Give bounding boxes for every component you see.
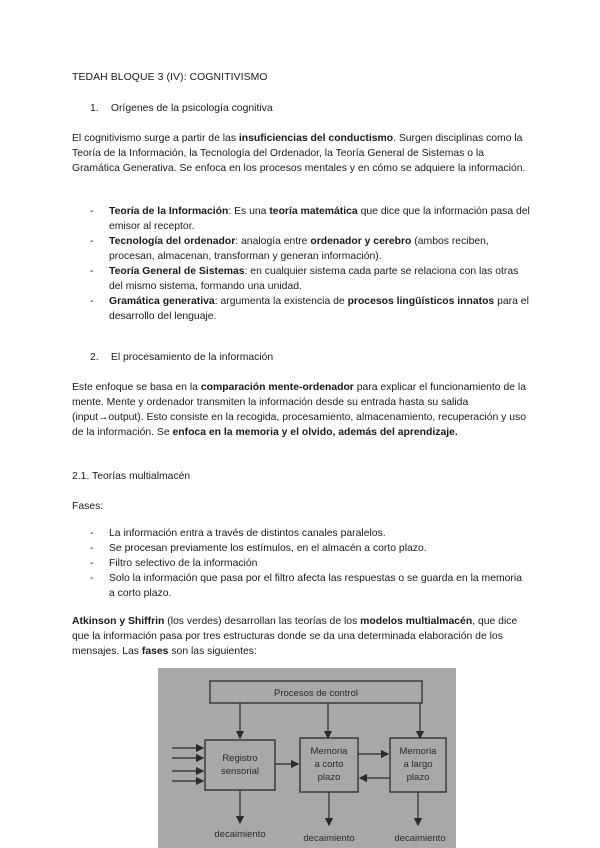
item-bold: Gramática generativa <box>109 296 215 307</box>
section-2-number: 2. <box>90 352 99 363</box>
intro-text-2: . Surgen disciplinas como la Teoría de la Información, la Tecnología del Ordenador, la Teoría General de Sistemas o la Gramática Generativa. Se enfoca en los procesos mentales y en cómo se adquiere la información. <box>72 133 526 174</box>
list-item: - La información entra a través de distintos canales paralelos. <box>90 526 530 541</box>
processing-bold-2: enfoca en la memoria y el olvido, además del aprendizaje. <box>172 427 458 438</box>
atkinson-bold-3: fases <box>141 646 169 657</box>
decay-label-3: decaimiento <box>394 833 446 844</box>
disciplines-list <box>90 204 530 324</box>
section-2-title: El procesamiento de la información <box>110 352 274 363</box>
phases-label: Fases: <box>72 501 104 512</box>
item-text: para el desarrollo del lenguaje. <box>109 296 529 322</box>
phases-list <box>90 526 530 601</box>
document-title: TEDAH BLOQUE 3 (IV): COGNITIVISMO <box>72 72 268 83</box>
list-item: - Se procesan previamente los estímulos, en el almacén a corto plazo. <box>90 541 530 556</box>
atkinson-bold-1: Atkinson y Shiffrin <box>72 616 165 627</box>
sensory-register-line-1: Registro <box>222 753 258 764</box>
section-1-title: Orígenes de la psicología cognitiva <box>110 103 273 114</box>
item-text: : Es una <box>228 206 270 217</box>
intro-text-1: El cognitivismo surge a partir de las <box>72 133 239 144</box>
memory-model-diagram <box>158 668 456 848</box>
long-term-memory-line-1: Memoria <box>399 746 437 757</box>
short-term-memory-line-3: plazo <box>317 772 341 783</box>
list-item: - Filtro selectivo de la información <box>90 556 530 571</box>
list-item <box>90 234 530 264</box>
atkinson-text-2: , que dice que la información pasa por tres estructuras donde se da una determinada elaboración de los mensajes. Las <box>72 616 518 657</box>
list-item <box>90 204 530 234</box>
atkinson-text-1: (los verdes) desarrollan las teorías de los <box>164 616 361 627</box>
diagram-svg <box>158 668 456 848</box>
control-processes-label: Procesos de control <box>274 688 358 699</box>
processing-text-2: para explicar el funcionamiento de la mente. Mente y ordenador transmiten la información desde su entrada hasta su salida (input→output). Esto consiste en la recogida, procesamiento, almacenamiento, recuperación y uso de la información. Se <box>72 382 526 438</box>
list-item <box>90 294 530 324</box>
item-text: : en cualquier sistema cada parte se relaciona con las otras del mismo sistema, formando una unidad. <box>109 266 519 292</box>
processing-bold-1: comparación mente-ordenador <box>200 382 354 393</box>
short-term-memory-line-2: a corto <box>314 759 344 770</box>
short-term-memory-line-1: Memoria <box>310 746 348 757</box>
item-text: (ambos reciben, procesan, almacenan, transforman y generan información). <box>109 236 489 262</box>
atkinson-bold-2: modelos multialmacén <box>360 616 473 627</box>
atkinson-paragraph <box>72 614 532 659</box>
item-text: : analogía entre <box>235 236 311 247</box>
item-text: que dice que la información pasa del emisor al receptor. <box>109 206 530 232</box>
item-bold: procesos lingüísticos innatos <box>347 296 495 307</box>
item-bold: Teoría de la Información <box>109 206 229 217</box>
intro-paragraph <box>72 131 532 176</box>
atkinson-text-3: son las siguientes: <box>168 646 257 657</box>
decay-label-2: decaimiento <box>303 833 355 844</box>
decay-label-1: decaimiento <box>214 829 266 840</box>
section-2-heading <box>90 350 273 365</box>
item-bold: Teoría General de Sistemas <box>109 266 245 277</box>
intro-bold-1: insuficiencias del conductismo <box>238 133 394 144</box>
item-text: : argumenta la existencia de <box>214 296 348 307</box>
sensory-register-line-2: sensorial <box>220 766 260 777</box>
list-item: - Solo la información que pasa por el filtro afecta las respuestas o se guarda en la memoria a corto plazo. <box>90 571 530 601</box>
subsection-heading: 2.1. Teorías multialmacén <box>72 471 191 482</box>
long-term-memory-line-2: a largo <box>403 759 433 770</box>
processing-text-1: Este enfoque se basa en la <box>72 382 201 393</box>
long-term-memory-line-3: plazo <box>406 772 430 783</box>
section-1-number: 1. <box>90 103 99 114</box>
item-bold: ordenador y cerebro <box>310 236 412 247</box>
section-1-heading <box>90 101 273 116</box>
item-bold: Tecnología del ordenador <box>109 236 236 247</box>
processing-paragraph <box>72 380 532 440</box>
item-bold: teoría matemática <box>269 206 358 217</box>
list-item <box>90 264 530 294</box>
